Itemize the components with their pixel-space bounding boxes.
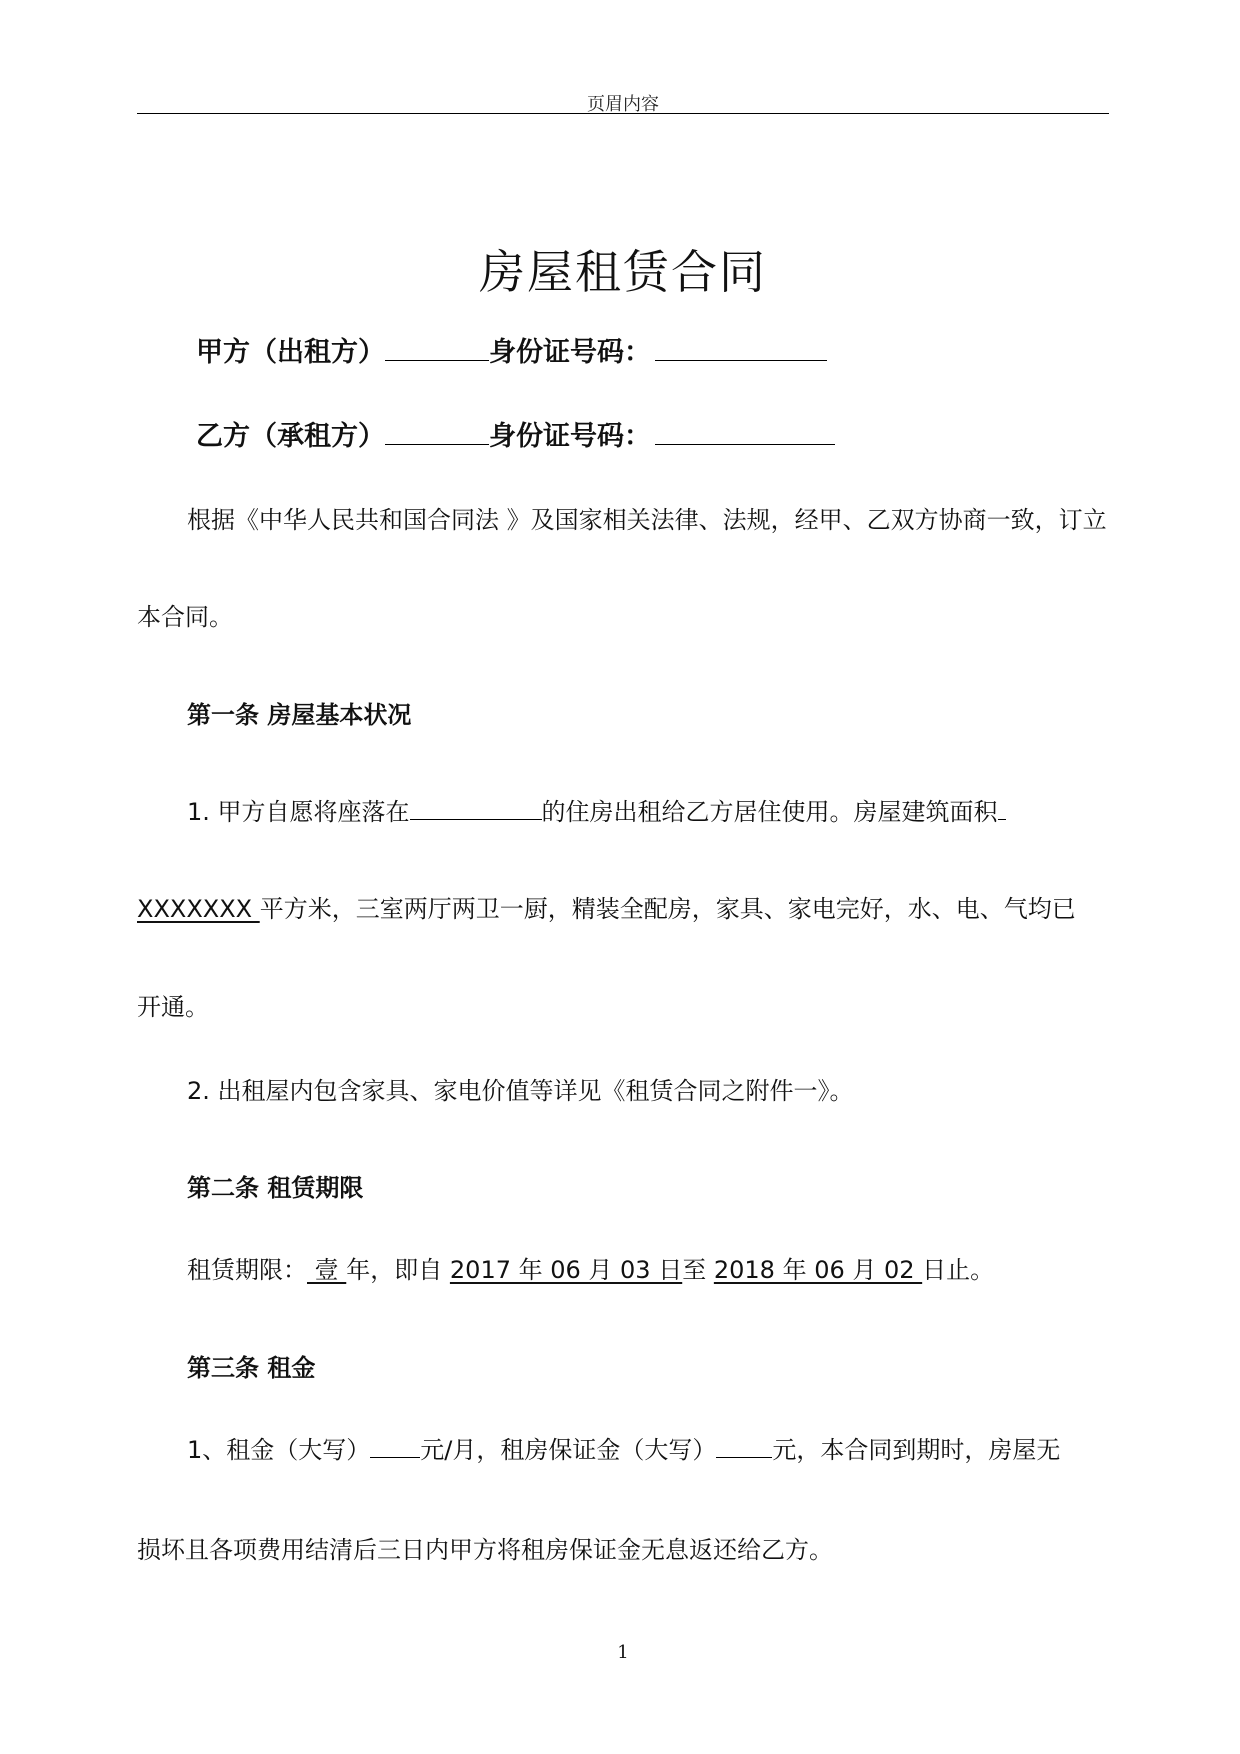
term-mid: 年，即自: [346, 1256, 450, 1284]
party-b-id-blank: [655, 420, 835, 445]
item-1-text-c: 平方米，三室两厅两卫一厨，精装全配房，家具、家电完好，水、电、气均已: [259, 895, 1076, 923]
party-a-label: 甲方（出租方）: [196, 337, 385, 368]
rent-line-2: 损坏且各项费用结清后三日内甲方将租房保证金无息返还给乙方。: [137, 1536, 833, 1564]
area-value: XXXXXXX: [137, 895, 260, 923]
preamble-line-2: 本合同。: [137, 603, 233, 631]
rent-line-1: [137, 1430, 1162, 1465]
article-1-item-1-line-2: [137, 889, 1112, 924]
party-b-id-label: 身份证号码：: [489, 421, 651, 452]
end-date: 2018 年 06 月 02: [713, 1256, 923, 1284]
party-a-id-blank: [655, 336, 827, 361]
term-to: 至: [682, 1256, 714, 1284]
party-b-name-blank: [385, 420, 489, 445]
header-divider: [137, 113, 1109, 114]
term-years: 壹: [307, 1256, 347, 1284]
location-blank: [410, 795, 542, 820]
deposit-amount-blank: [716, 1433, 772, 1458]
article-1-item-2: 2. 出租屋内包含家具、家电价值等详见《租赁合同之附件一》。: [187, 1077, 854, 1105]
article-3-heading: 第三条 租金: [187, 1354, 316, 1382]
rent-text-c: 元，本合同到期时，房屋无: [772, 1436, 1061, 1464]
party-b-label: 乙方（承租方）: [196, 421, 385, 452]
article-1-item-1-line-3: 开通。: [137, 993, 209, 1021]
area-blank-start: [998, 795, 1006, 820]
lease-term-line: [137, 1250, 1162, 1285]
item-1-text-a: 1. 甲方自愿将座落在: [187, 798, 410, 826]
rent-amount-blank: [370, 1433, 420, 1458]
rent-text-a: 1、租金（大写）: [187, 1436, 371, 1464]
term-end: 日止。: [922, 1256, 995, 1284]
article-2-heading: 第二条 租赁期限: [187, 1174, 364, 1202]
rent-text-b: 元/月，租房保证金（大写）: [420, 1436, 717, 1464]
party-a-id-label: 身份证号码：: [489, 337, 651, 368]
start-date: 2017 年 06 月 03 日: [449, 1256, 683, 1284]
article-1-heading: 第一条 房屋基本状况: [187, 701, 412, 729]
party-a-line: [196, 330, 827, 369]
item-1-text-b: 的住房出租给乙方居住使用。房屋建筑面积: [541, 798, 998, 826]
term-label: 租赁期限：: [187, 1256, 307, 1284]
page-header: 页眉内容: [587, 94, 659, 115]
party-a-name-blank: [385, 336, 489, 361]
preamble-line-1: 根据《中华人民共和国合同法 》及国家相关法律、法规，经甲、乙双方协商一致，订立: [187, 506, 1107, 534]
article-1-item-1-line-1: [137, 792, 1162, 827]
party-b-line: [196, 414, 835, 453]
document-title: 房屋租赁合同: [479, 245, 767, 299]
page-number: 1: [617, 1642, 629, 1663]
